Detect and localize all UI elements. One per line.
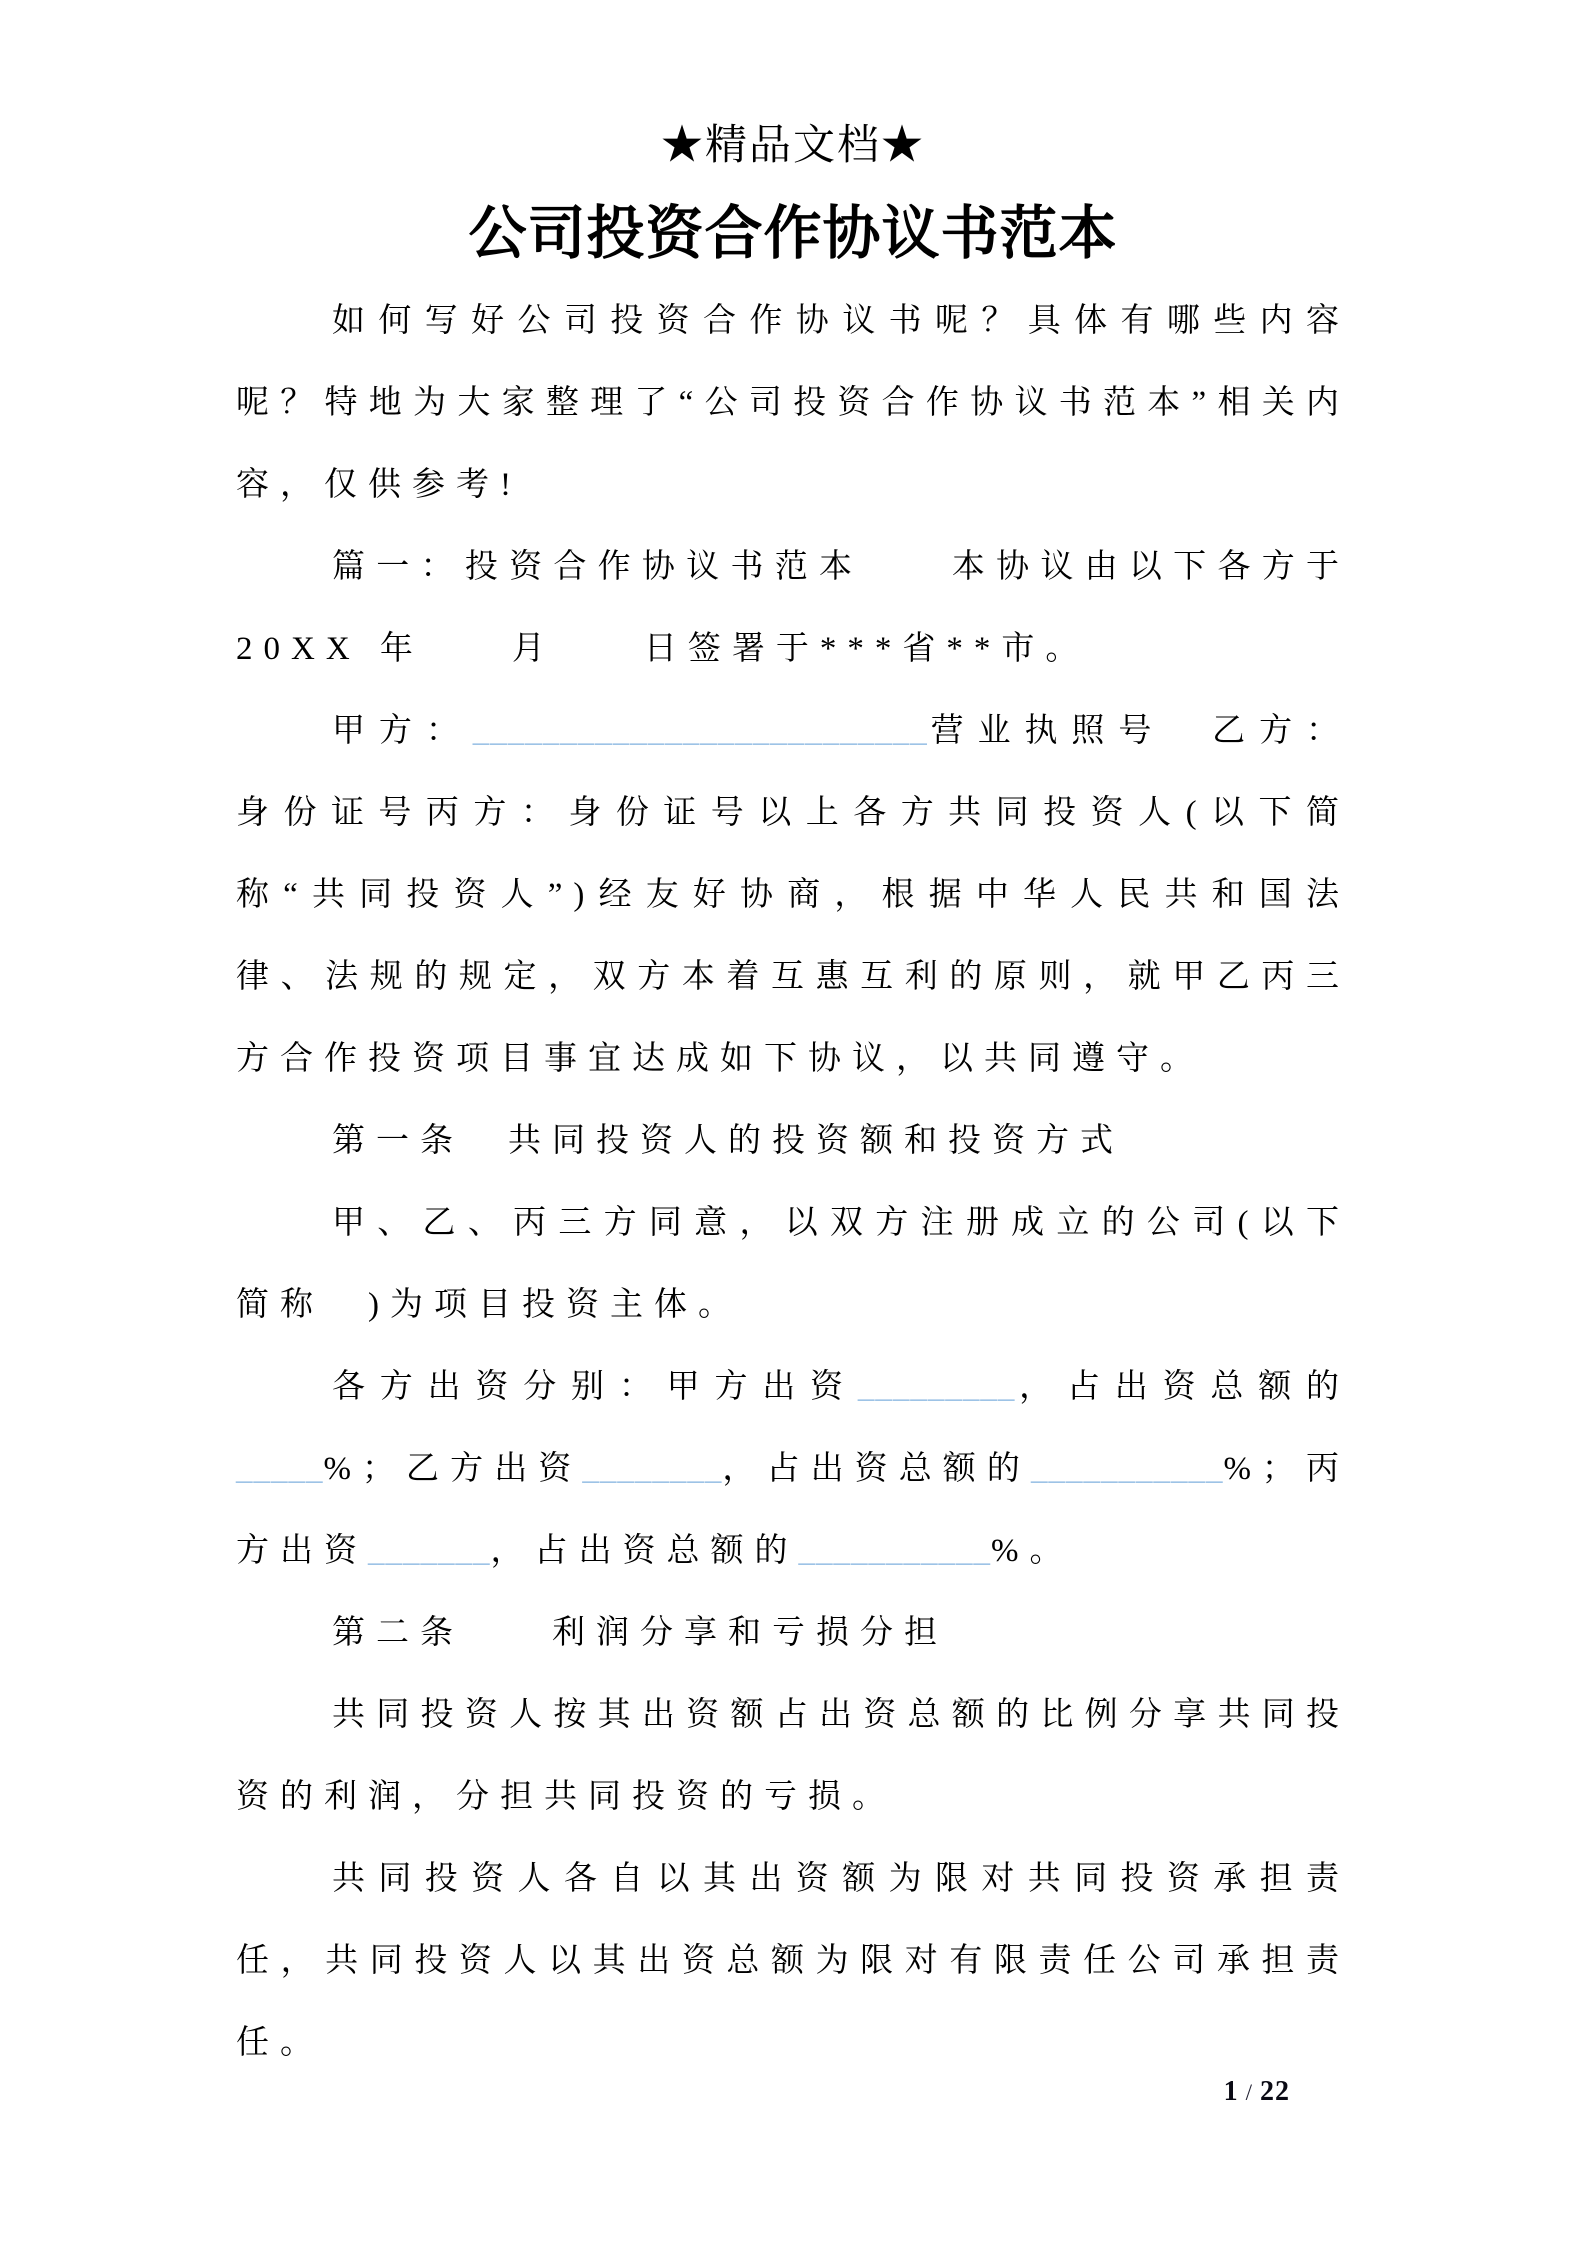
doc-body <box>236 280 1350 2084</box>
doc-header-marker: ★精品文档★ <box>660 123 925 169</box>
page-number <box>1224 2076 1290 2108</box>
paragraph <box>236 1674 1350 1838</box>
paragraph <box>236 1100 1350 1182</box>
text-run: 篇一：投资合作协议书范本 本协议由以下各方于 20XX 年 月 日签署于***省**市。 <box>236 549 1350 667</box>
text-run: %。 <box>991 1533 1074 1569</box>
text-run: %；乙方出资 <box>323 1451 583 1487</box>
text-run: ，占出资总额的 <box>1015 1369 1351 1405</box>
text-run: 各方出资分别：甲方出资 <box>332 1369 858 1405</box>
text-run: 共同投资人按其出资额占出资总额的比例分享共同投资的利润，分担共同投资的亏损。 <box>236 1697 1350 1815</box>
blank-underline: ___________ <box>798 1533 991 1569</box>
text-run: 如何写好公司投资合作协议书呢？具体有哪些内容呢？特地为大家整理了“公司投资合作协议书范本”相关内容，仅供参考! <box>236 303 1350 503</box>
blank-underline: _________ <box>857 1369 1016 1405</box>
paragraph <box>236 1182 1350 1346</box>
paragraph <box>236 1838 1350 2084</box>
blank-underline: ___________ <box>1030 1451 1224 1487</box>
paragraph <box>236 1346 1350 1592</box>
text-run: ，占出资总额的 <box>490 1533 799 1569</box>
text-run: 甲、乙、丙三方同意，以双方注册成立的公司(以下简称 )为项目投资主体。 <box>236 1205 1350 1323</box>
page-separator: / <box>1245 2080 1253 2105</box>
page-current: 1 <box>1223 2076 1239 2107</box>
paragraph <box>236 280 1350 526</box>
paragraph <box>236 690 1350 1100</box>
text-run: 第二条 利润分享和亏损分担 <box>332 1615 948 1651</box>
text-run: 共同投资人各自以其出资额为限对共同投资承担责任，共同投资人以其出资总额为限对有限责任公司承担责任。 <box>236 1861 1350 2061</box>
page-total: 22 <box>1260 2076 1290 2107</box>
blank-underline: _______ <box>368 1533 491 1569</box>
text-run: 第一条 共同投资人的投资额和投资方式 <box>332 1123 1124 1159</box>
blank-underline: ________ <box>582 1451 723 1487</box>
blank-underline: _____ <box>236 1451 324 1487</box>
paragraph <box>236 1592 1350 1674</box>
text-run: ，占出资总额的 <box>722 1451 1031 1487</box>
paragraph <box>236 526 1350 690</box>
text-run: 营业执照号 乙方：身份证号丙方：身份证号以上各方共同投资人(以下简称“共同投资人”)经友好协商，根据中华人民共和国法律、法规的规定，双方本着互惠互利的原则，就甲乙丙三方合作投资项目事宜达成如下协议，以共同遵守。 <box>236 713 1351 1077</box>
blank-underline: __________________________ <box>472 713 928 749</box>
text-run: %；丙方出资 <box>236 1451 1350 1569</box>
page-title: 公司投资合作协议书范本 <box>468 201 1118 266</box>
text-run: 甲方： <box>332 713 473 749</box>
